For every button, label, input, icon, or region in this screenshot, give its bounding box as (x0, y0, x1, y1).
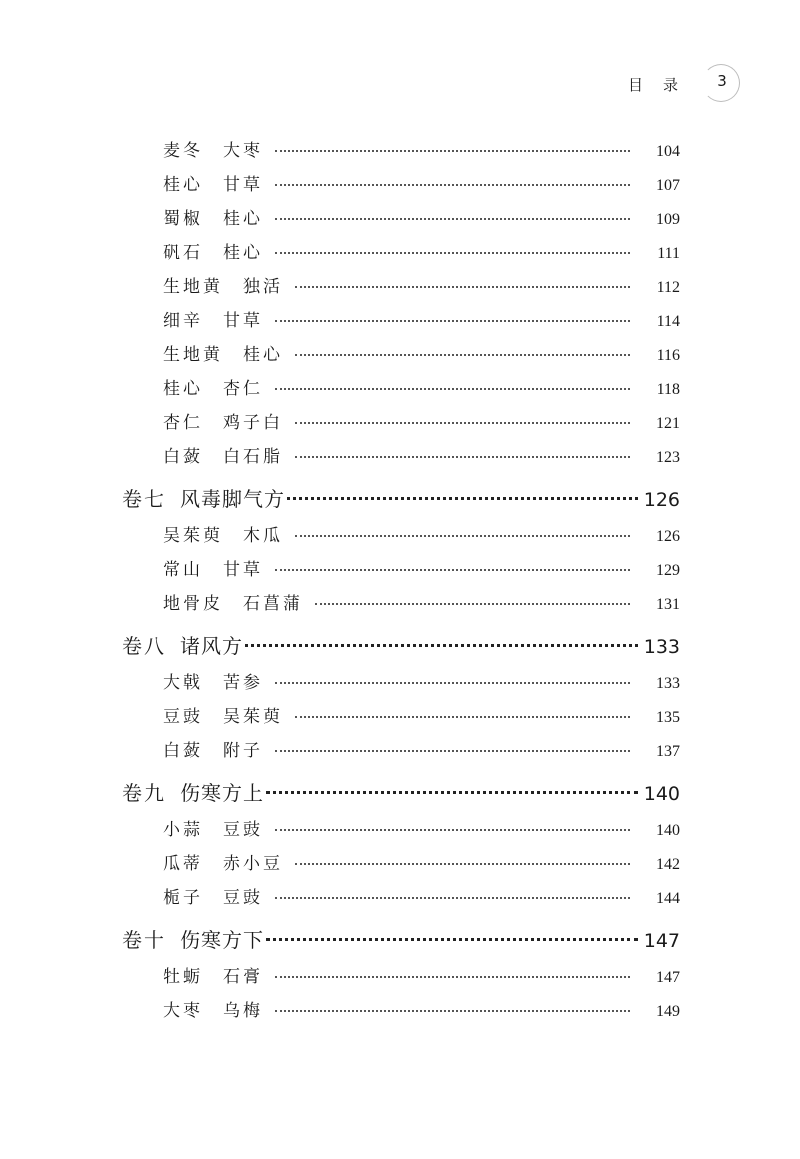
toc-entry (163, 555, 680, 580)
entry-page-number: 147 (656, 969, 680, 986)
toc-entry (163, 272, 680, 297)
toc-entry (163, 374, 680, 399)
dot-leader (275, 320, 630, 322)
dot-leader (287, 497, 638, 500)
dot-leader (275, 976, 630, 978)
entry-page-number: 114 (656, 313, 680, 330)
entry-page-number: 126 (656, 528, 680, 545)
toc-entry (163, 408, 680, 433)
entry-page-number: 137 (656, 743, 680, 760)
entry-title: 常山 甘草 (163, 560, 263, 580)
toc-entry (163, 170, 680, 195)
entry-page-number: 109 (656, 211, 680, 228)
entry-page-number: 133 (656, 675, 680, 692)
dot-leader (295, 456, 630, 458)
dot-leader (275, 750, 630, 752)
toc-entry (163, 238, 680, 263)
toc-chapter (122, 483, 680, 512)
dot-leader (295, 286, 630, 288)
entry-page-number: 149 (656, 1003, 680, 1020)
toc-entry (163, 883, 680, 908)
dot-leader (245, 644, 638, 647)
chapter-number: 卷十 (122, 928, 166, 952)
dot-leader (295, 716, 630, 718)
chapter-number: 卷八 (122, 634, 166, 658)
dot-leader (275, 682, 630, 684)
toc-chapter (122, 924, 680, 953)
entry-title: 小蒜 豆豉 (163, 820, 263, 840)
dot-leader (295, 354, 630, 356)
entry-title: 地骨皮 石菖蒲 (163, 594, 303, 614)
toc-entry (163, 702, 680, 727)
entry-page-number: 140 (656, 822, 680, 839)
toc-entry (163, 442, 680, 467)
entry-page-number: 104 (656, 143, 680, 160)
entry-title: 瓜蒂 赤小豆 (163, 854, 283, 874)
chapter-number: 卷九 (122, 781, 166, 805)
entry-title: 细辛 甘草 (163, 311, 263, 331)
entry-title: 大戟 苦参 (163, 673, 263, 693)
toc-chapter (122, 630, 680, 659)
entry-title: 生地黄 桂心 (163, 345, 283, 365)
toc-entry (163, 136, 680, 161)
toc-entry (163, 521, 680, 546)
entry-page-number: 112 (656, 279, 680, 296)
toc-entry (163, 996, 680, 1021)
toc-entry (163, 340, 680, 365)
entry-title: 杏仁 鸡子白 (163, 413, 283, 433)
entry-page-number: 131 (656, 596, 680, 613)
toc-entry (163, 668, 680, 693)
dot-leader (275, 184, 630, 186)
chapter-title: 伤寒方上 (180, 781, 264, 805)
dot-leader (275, 569, 630, 571)
dot-leader (315, 603, 630, 605)
entry-title: 桂心 甘草 (163, 175, 263, 195)
dot-leader (275, 252, 630, 254)
dot-leader (275, 897, 630, 899)
entry-page-number: 129 (656, 562, 680, 579)
entry-page-number: 133 (643, 636, 680, 658)
dot-leader (275, 1010, 630, 1012)
dot-leader (275, 829, 630, 831)
entry-page-number: 111 (657, 245, 680, 262)
toc-chapter (122, 777, 680, 806)
dot-leader (295, 535, 630, 537)
page-number: 3 (717, 72, 727, 90)
toc-entry (163, 849, 680, 874)
toc-entry (163, 306, 680, 331)
entry-title: 生地黄 独活 (163, 277, 283, 297)
entry-title: 白蔹 附子 (163, 741, 263, 761)
entry-page-number: 135 (656, 709, 680, 726)
entry-page-number: 121 (656, 415, 680, 432)
entry-page-number: 147 (643, 930, 680, 952)
chapter-title: 风毒脚气方 (180, 487, 285, 511)
page-header (560, 62, 750, 106)
entry-title: 蜀椒 桂心 (163, 209, 263, 229)
entry-title: 大枣 乌梅 (163, 1001, 263, 1021)
entry-title: 吴茱萸 木瓜 (163, 526, 283, 546)
entry-page-number: 126 (643, 489, 680, 511)
entry-page-number: 142 (656, 856, 680, 873)
entry-title: 桂心 杏仁 (163, 379, 263, 399)
entry-page-number: 107 (656, 177, 680, 194)
section-title: 目录 (628, 76, 699, 94)
toc-entry (163, 815, 680, 840)
toc-entry (163, 736, 680, 761)
chapter-title: 诸风方 (180, 634, 243, 658)
chapter-number: 卷七 (122, 487, 166, 511)
dot-leader (275, 218, 630, 220)
dot-leader (266, 791, 638, 794)
dot-leader (275, 388, 630, 390)
toc-entry (163, 589, 680, 614)
entry-page-number: 116 (656, 347, 680, 364)
dot-leader (295, 422, 630, 424)
entry-title: 麦冬 大枣 (163, 141, 263, 161)
entry-page-number: 144 (656, 890, 680, 907)
entry-page-number: 123 (656, 449, 680, 466)
chapter-title: 伤寒方下 (180, 928, 264, 952)
toc-entry (163, 962, 680, 987)
entry-page-number: 118 (656, 381, 680, 398)
entry-title: 矾石 桂心 (163, 243, 263, 263)
dot-leader (275, 150, 630, 152)
dot-leader (295, 863, 630, 865)
entry-title: 栀子 豆豉 (163, 888, 263, 908)
entry-title: 白蔹 白石脂 (163, 447, 283, 467)
entry-page-number: 140 (643, 783, 680, 805)
toc-entry (163, 204, 680, 229)
entry-title: 牡蛎 石膏 (163, 967, 263, 987)
dot-leader (266, 938, 638, 941)
entry-title: 豆豉 吴茱萸 (163, 707, 283, 727)
